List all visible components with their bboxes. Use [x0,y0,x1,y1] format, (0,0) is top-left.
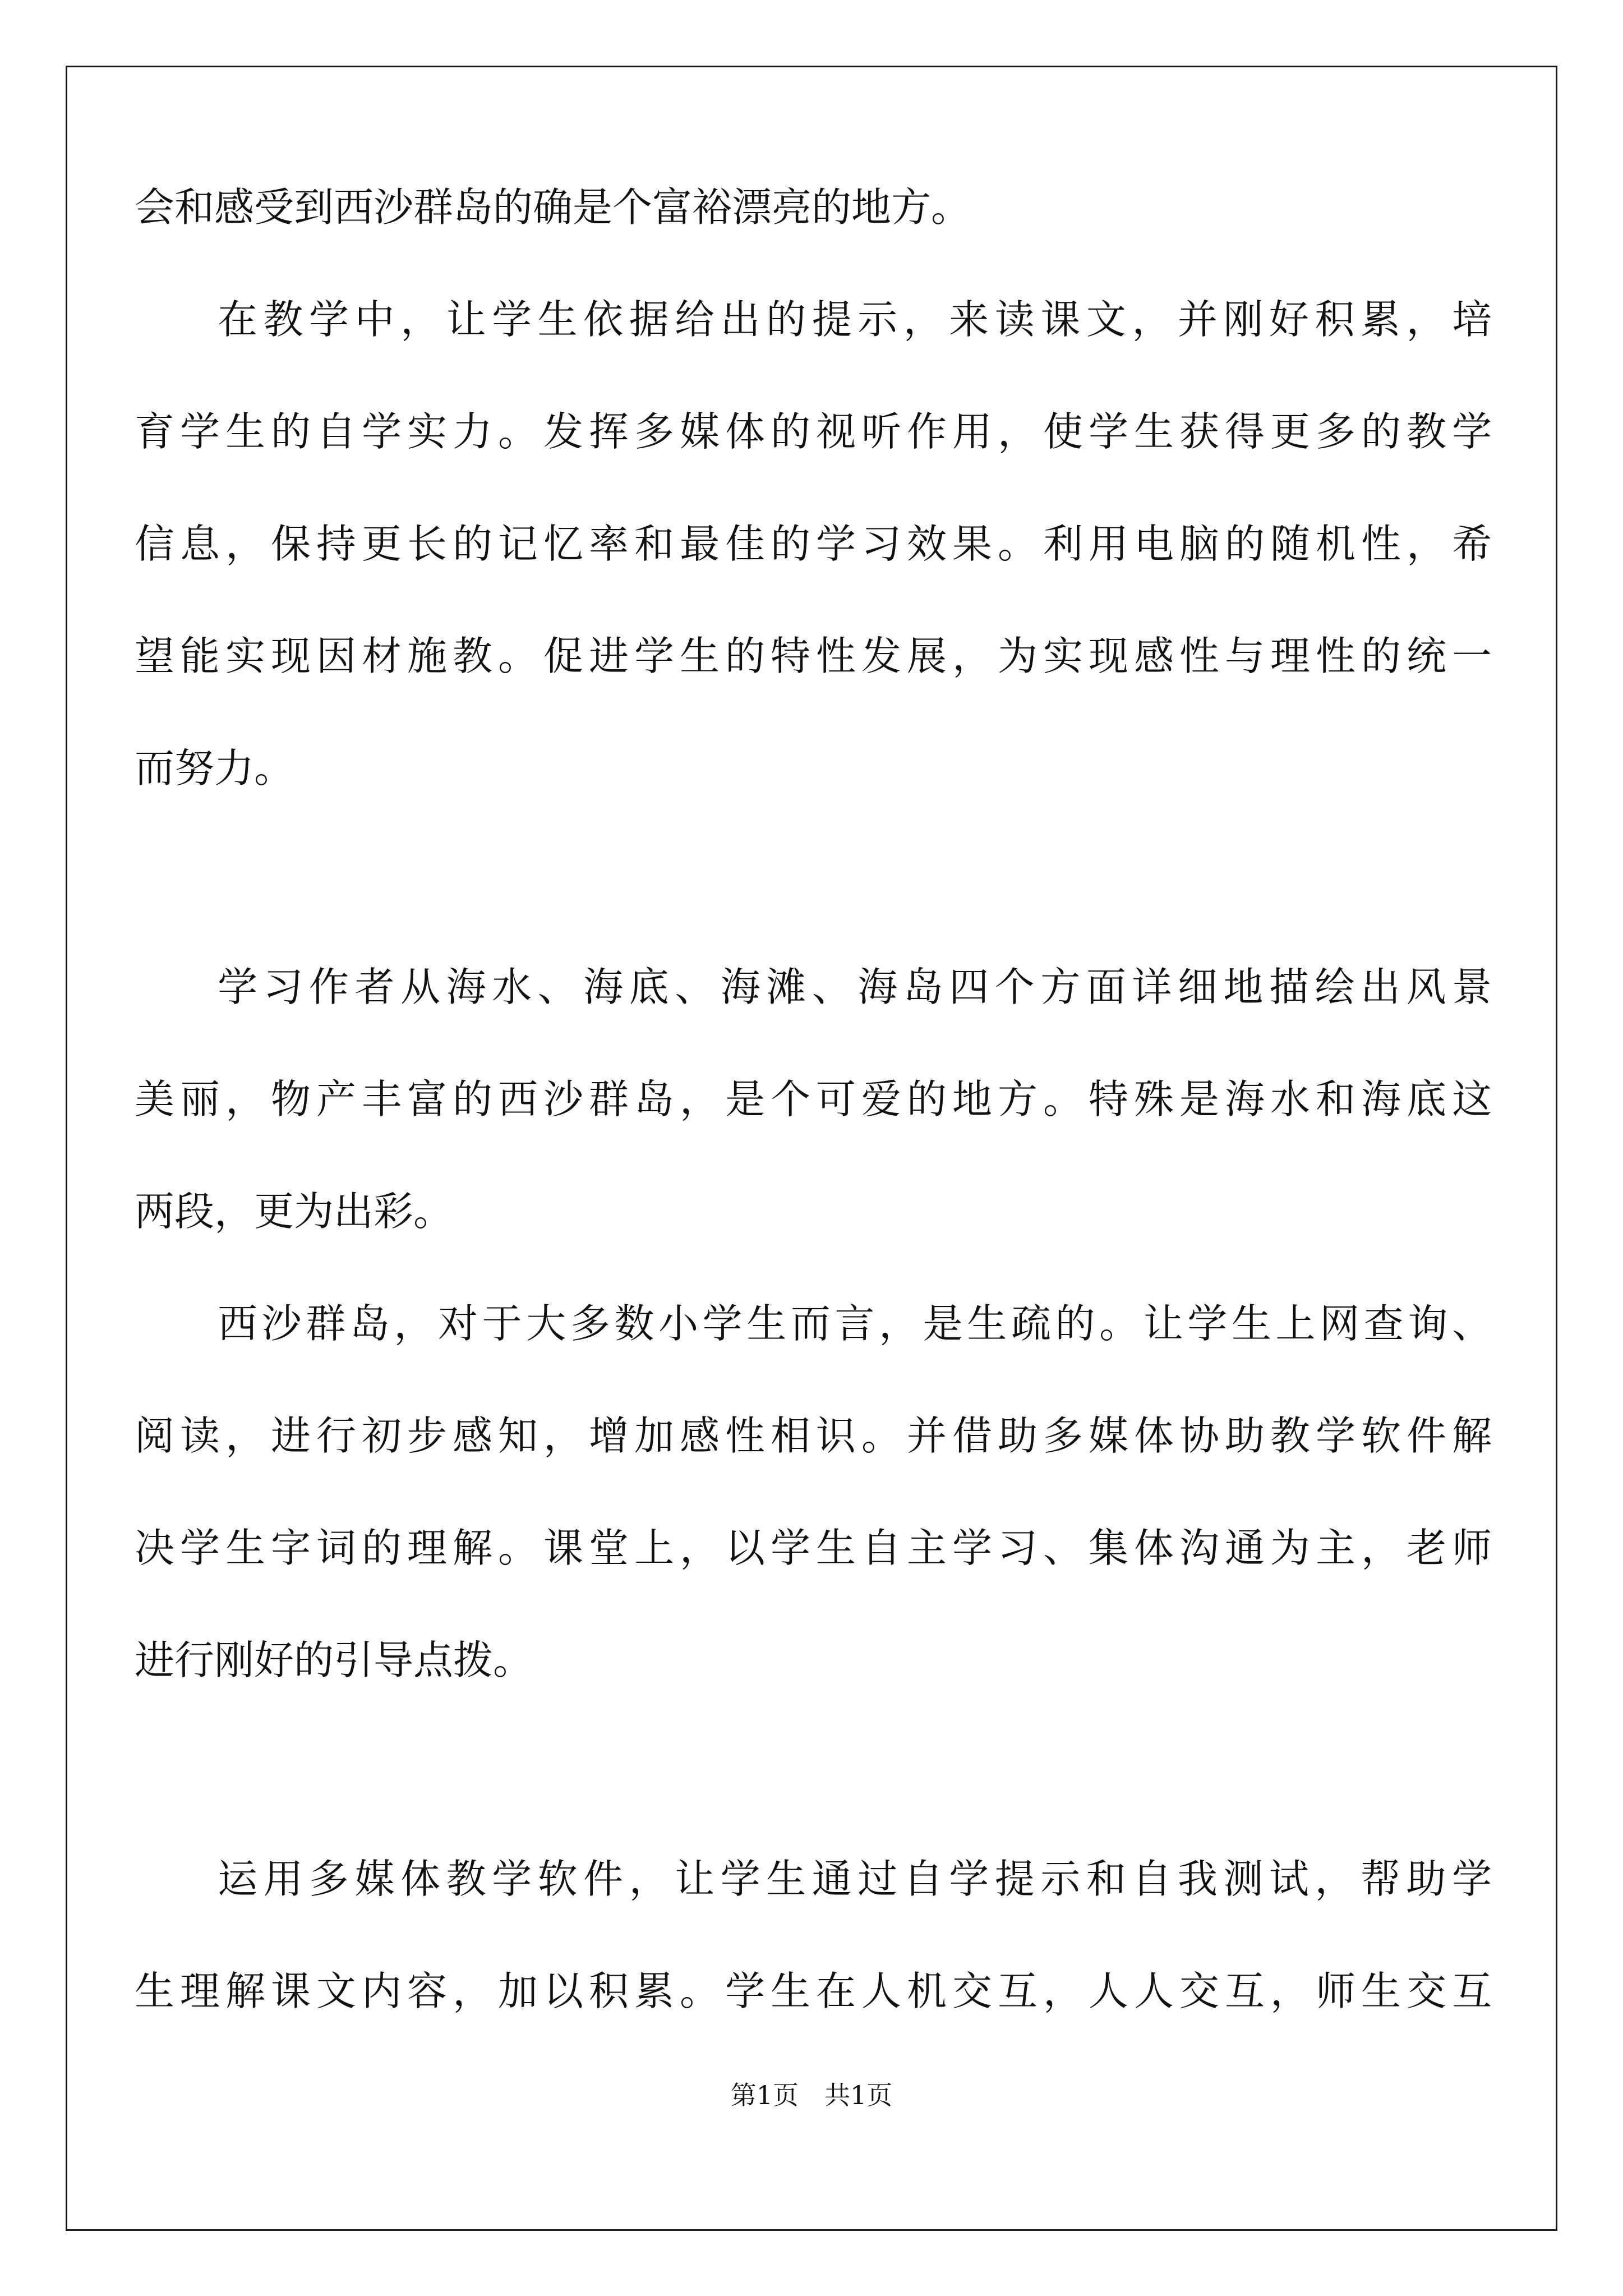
text-line: 在教学中，让学生依据给出的提示，来读课文，并刚好积累，培 [218,296,1492,343]
text-line: 进行刚好的引导点拨。 [135,1637,533,1683]
text-line: 生理解课文内容，加以积累。学生在人机交互，人人交互，师生交互 [135,1968,1492,2014]
page-footer [0,2078,1623,2112]
text-line: 西沙群岛，对于大多数小学生而言，是生疏的。让学生上网查询、 [218,1300,1492,1347]
page-number-label: 第1页 共1页 [730,2080,893,2110]
text-line: 决学生字词的理解。课堂上，以学生自主学习、集体沟通为主，老师 [135,1525,1492,1571]
text-line: 育学生的自学实力。发挥多媒体的视听作用，使学生获得更多的教学 [135,408,1492,455]
text-line: 美丽，物产丰富的西沙群岛，是个可爱的地方。特殊是海水和海底这 [135,1076,1492,1122]
text-line: 而努力。 [135,745,294,792]
text-line: 信息，保持更长的记忆率和最佳的学习效果。利用电脑的随机性，希 [135,521,1492,567]
text-line: 会和感受到西沙群岛的确是个富裕漂亮的地方。 [135,184,971,231]
text-line: 学习作者从海水、海底、海滩、海岛四个方面详细地描绘出风景 [218,964,1492,1010]
text-line: 运用多媒体教学软件，让学生通过自学提示和自我测试，帮助学 [218,1856,1492,1902]
text-line: 阅读，进行初步感知，增加感性相识。并借助多媒体协助教学软件解 [135,1412,1492,1459]
text-line: 两段，更为出彩。 [135,1188,454,1235]
text-line: 望能实现因材施教。促进学生的特性发展，为实现感性与理性的统一 [135,633,1492,679]
